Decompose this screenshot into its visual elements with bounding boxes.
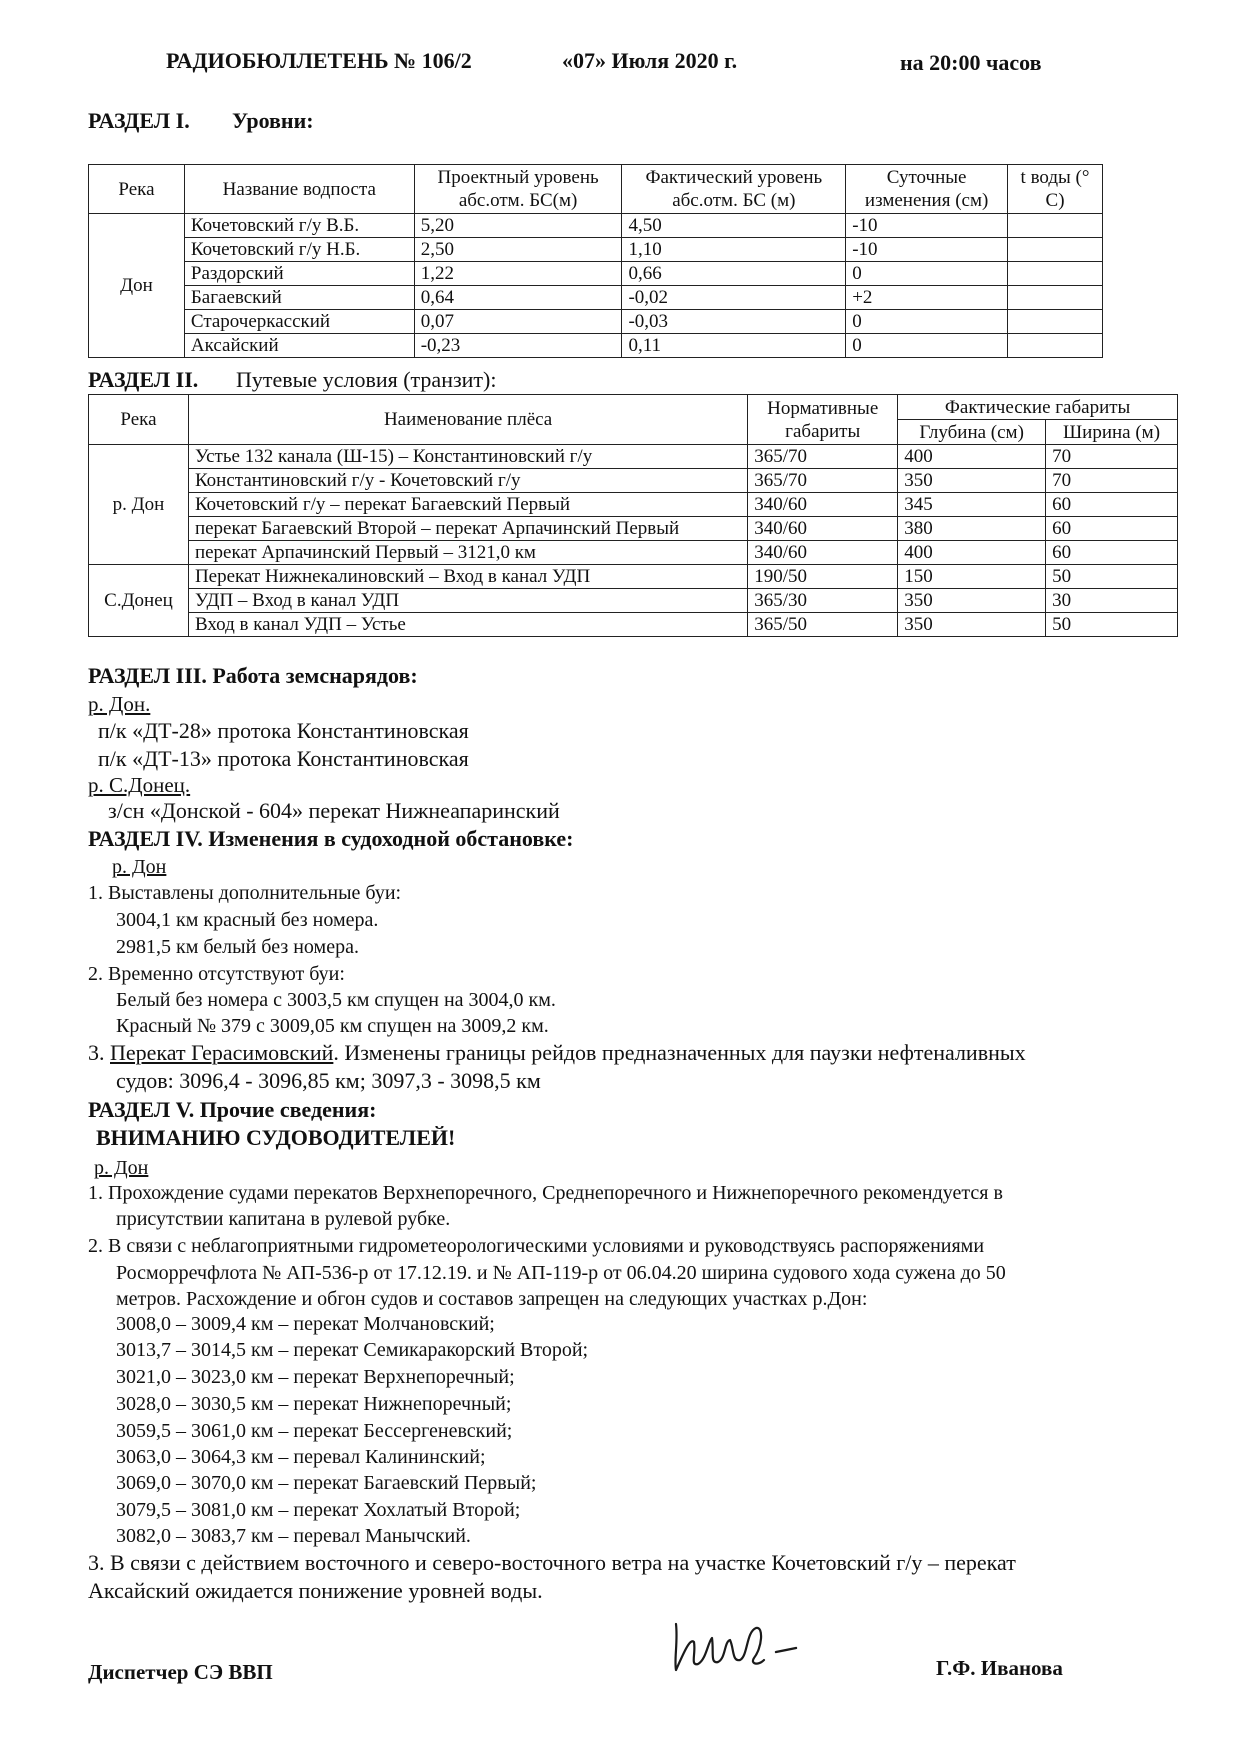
river-cell: С.Донец: [89, 565, 189, 637]
width-cell: 50: [1046, 565, 1178, 589]
depth-cell: 350: [898, 589, 1046, 613]
section1-subtitle: Уровни:: [232, 108, 314, 133]
section4-river: р. Дон: [112, 856, 167, 878]
daily-change-cell: +2: [846, 286, 1008, 310]
actual-level-cell: 0,66: [622, 262, 846, 286]
daily-change-cell: 0: [846, 334, 1008, 358]
col-daily-change: Суточные изменения (см): [846, 165, 1008, 214]
dispatcher-name: Г.Ф. Иванова: [936, 1656, 1063, 1680]
restricted-section: 3063,0 – 3064,3 км – перевал Калининский;: [116, 1446, 486, 1468]
change-item: 2. Временно отсутствуют буи:: [88, 963, 345, 985]
section3-river-donets: р. С.Донец.: [88, 773, 191, 797]
bulletin-time: на 20:00 часов: [900, 50, 1042, 75]
restricted-section: 3059,5 – 3061,0 км – перекат Бессергеневский;: [116, 1420, 513, 1442]
restricted-section: 3079,5 – 3081,0 км – перекат Хохлатый Второй;: [116, 1499, 521, 1521]
col-river: Река: [89, 165, 185, 214]
item-text: . Изменены границы рейдов предназначенных для паузки нефтеналивных: [333, 1040, 1026, 1065]
restricted-section: 3008,0 – 3009,4 км – перекат Молчановский;: [116, 1313, 495, 1335]
depth-cell: 350: [898, 469, 1046, 493]
water-temp-cell: [1008, 214, 1103, 238]
station-cell: Раздорский: [184, 262, 414, 286]
note-line: 3. В связи с действием восточного и северо-восточного ветра на участке Кочетовский г/у – перекат: [88, 1550, 1016, 1575]
col-depth: Глубина (см): [898, 420, 1046, 445]
river-cell: Дон: [89, 214, 185, 358]
col-water-temp: t воды (° С): [1008, 165, 1103, 214]
col-river: Река: [89, 395, 189, 445]
actual-level-cell: 4,50: [622, 214, 846, 238]
col-normative: Нормативные габариты: [748, 395, 898, 445]
width-cell: 50: [1046, 613, 1178, 637]
table-row: [89, 565, 1178, 589]
levels-header-row: [89, 165, 1103, 214]
col-station: Название водпоста: [184, 165, 414, 214]
reach-cell: УДП – Вход в канал УДП: [188, 589, 747, 613]
section3-title: РАЗДЕЛ III. Работа земснарядов:: [88, 663, 418, 688]
change-item: 1. Выставлены дополнительные буи:: [88, 882, 402, 904]
depth-cell: 150: [898, 565, 1046, 589]
restricted-section: 3013,7 – 3014,5 км – перекат Семикаракорский Второй;: [116, 1339, 589, 1361]
actual-level-cell: 0,11: [622, 334, 846, 358]
col-width: Ширина (м): [1046, 420, 1178, 445]
bulletin-date: «07» Июля 2020 г.: [562, 48, 738, 73]
daily-change-cell: -10: [846, 238, 1008, 262]
table-row: [89, 613, 1178, 637]
table-row: [89, 469, 1178, 493]
restricted-section: 3082,0 – 3083,7 км – перевал Манычский.: [116, 1525, 471, 1547]
bulletin-title: РАДИОБЮЛЛЕТЕНЬ № 106/2: [166, 48, 472, 73]
actual-level-cell: -0,03: [622, 310, 846, 334]
section4-title: РАЗДЕЛ IV. Изменения в судоходной обстановке:: [88, 826, 574, 851]
project-level-cell: 5,20: [414, 214, 622, 238]
station-cell: Аксайский: [184, 334, 414, 358]
change-subitem: Белый без номера с 3003,5 км спущен на 3004,0 км.: [116, 989, 556, 1011]
levels-table: [88, 164, 1103, 358]
project-level-cell: 0,07: [414, 310, 622, 334]
normative-cell: 365/70: [748, 469, 898, 493]
change-subitem: 2981,5 км белый без номера.: [116, 936, 359, 958]
table-row: [89, 493, 1178, 517]
project-level-cell: 1,22: [414, 262, 622, 286]
dispatcher-position: Диспетчер СЭ ВВП: [88, 1660, 273, 1684]
col-reach-name: Наименование плёса: [188, 395, 747, 445]
daily-change-cell: 0: [846, 262, 1008, 286]
note-line: присутствии капитана в рулевой рубке.: [116, 1208, 451, 1230]
reach-cell: Константиновский г/у - Кочетовский г/у: [188, 469, 747, 493]
dredger-line: п/к «ДТ-13» протока Константиновская: [98, 746, 469, 771]
section5-title: РАЗДЕЛ V. Прочие сведения:: [88, 1097, 377, 1122]
reach-cell: перекат Арпачинский Первый – 3121,0 км: [188, 541, 747, 565]
table-row: [89, 262, 1103, 286]
depth-cell: 400: [898, 445, 1046, 469]
width-cell: 70: [1046, 445, 1178, 469]
note-line: 2. В связи с неблагоприятными гидрометеорологическими условиями и руководствуясь распоряжениями: [88, 1235, 985, 1257]
water-temp-cell: [1008, 238, 1103, 262]
width-cell: 70: [1046, 469, 1178, 493]
restricted-section: 3021,0 – 3023,0 км – перекат Верхнепоречный;: [116, 1366, 515, 1388]
dredger-line: п/к «ДТ-28» протока Константиновская: [98, 718, 469, 743]
water-temp-cell: [1008, 310, 1103, 334]
table-row: [89, 334, 1103, 358]
reach-cell: Кочетовский г/у – перекат Багаевский Первый: [188, 493, 747, 517]
attention-heading: ВНИМАНИЮ СУДОВОДИТЕЛЕЙ!: [96, 1125, 456, 1150]
table-row: [89, 445, 1178, 469]
water-temp-cell: [1008, 286, 1103, 310]
normative-cell: 190/50: [748, 565, 898, 589]
width-cell: 30: [1046, 589, 1178, 613]
table-row: [89, 286, 1103, 310]
table-row: [89, 214, 1103, 238]
actual-level-cell: 1,10: [622, 238, 846, 262]
note-line: Аксайский ожидается понижение уровней воды.: [88, 1578, 543, 1603]
table-row: [89, 238, 1103, 262]
note-line: Росморречфлота № АП-536-р от 17.12.19. и № АП-119-р от 06.04.20 ширина судового хода сужена до 50: [116, 1262, 1006, 1284]
width-cell: 60: [1046, 493, 1178, 517]
item-number: 3.: [88, 1040, 105, 1065]
daily-change-cell: -10: [846, 214, 1008, 238]
col-actual-group: Фактические габариты: [898, 395, 1178, 420]
project-level-cell: 2,50: [414, 238, 622, 262]
note-line: метров. Расхождение и обгон судов и составов запрещен на следующих участках р.Дон:: [116, 1288, 868, 1310]
normative-cell: 340/60: [748, 493, 898, 517]
normative-cell: 340/60: [748, 517, 898, 541]
route-table: [88, 394, 1178, 637]
route-header-row: [89, 395, 1178, 420]
change-subitem: 3004,1 км красный без номера.: [116, 909, 379, 931]
col-project-level: Проектный уровень абс.отм. БС(м): [414, 165, 622, 214]
reach-cell: Перекат Нижнекалиновский – Вход в канал УДП: [188, 565, 747, 589]
reach-cell: перекат Багаевский Второй – перекат Арпачинский Первый: [188, 517, 747, 541]
station-cell: Кочетовский г/у Н.Б.: [184, 238, 414, 262]
depth-cell: 400: [898, 541, 1046, 565]
actual-level-cell: -0,02: [622, 286, 846, 310]
station-cell: Багаевский: [184, 286, 414, 310]
normative-cell: 340/60: [748, 541, 898, 565]
section1-title: РАЗДЕЛ I.: [88, 108, 190, 133]
table-row: [89, 310, 1103, 334]
depth-cell: 380: [898, 517, 1046, 541]
normative-cell: 365/70: [748, 445, 898, 469]
note-line: 1. Прохождение судами перекатов Верхнепоречного, Среднепоречного и Нижнепоречного рекомендуется в: [88, 1182, 1003, 1204]
reach-cell: Вход в канал УДП – Устье: [188, 613, 747, 637]
signature-icon: [664, 1602, 844, 1682]
table-row: [89, 541, 1178, 565]
restricted-section: 3028,0 – 3030,5 км – перекат Нижнепоречный;: [116, 1393, 512, 1415]
width-cell: 60: [1046, 541, 1178, 565]
dredger-line: з/сн «Донской - 604» перекат Нижнеапаринский: [108, 798, 560, 823]
daily-change-cell: 0: [846, 310, 1008, 334]
width-cell: 60: [1046, 517, 1178, 541]
depth-cell: 350: [898, 613, 1046, 637]
depth-cell: 345: [898, 493, 1046, 517]
table-row: [89, 589, 1178, 613]
section3-river-don: р. Дон.: [88, 692, 151, 716]
normative-cell: 365/50: [748, 613, 898, 637]
rifle-link: Перекат Герасимовский: [110, 1040, 334, 1065]
normative-cell: 365/30: [748, 589, 898, 613]
water-temp-cell: [1008, 334, 1103, 358]
station-cell: Кочетовский г/у В.Б.: [184, 214, 414, 238]
table-row: [89, 517, 1178, 541]
restricted-section: 3069,0 – 3070,0 км – перекат Багаевский Первый;: [116, 1472, 537, 1494]
change-subitem: судов: 3096,4 - 3096,85 км; 3097,3 - 3098,5 км: [116, 1068, 541, 1093]
water-temp-cell: [1008, 262, 1103, 286]
reach-cell: Устье 132 канала (Ш-15) – Константиновский г/у: [188, 445, 747, 469]
change-subitem: Красный № 379 с 3009,05 км спущен на 3009,2 км.: [116, 1015, 549, 1037]
station-cell: Старочеркасский: [184, 310, 414, 334]
project-level-cell: 0,64: [414, 286, 622, 310]
river-cell: р. Дон: [89, 445, 189, 565]
change-item-3: [88, 1040, 1026, 1066]
section5-river: р. Дон: [94, 1157, 149, 1179]
project-level-cell: -0,23: [414, 334, 622, 358]
section2-title: РАЗДЕЛ II.: [88, 367, 199, 392]
section2-subtitle: Путевые условия (транзит):: [236, 367, 497, 392]
col-actual-level: Фактический уровень абс.отм. БС (м): [622, 165, 846, 214]
